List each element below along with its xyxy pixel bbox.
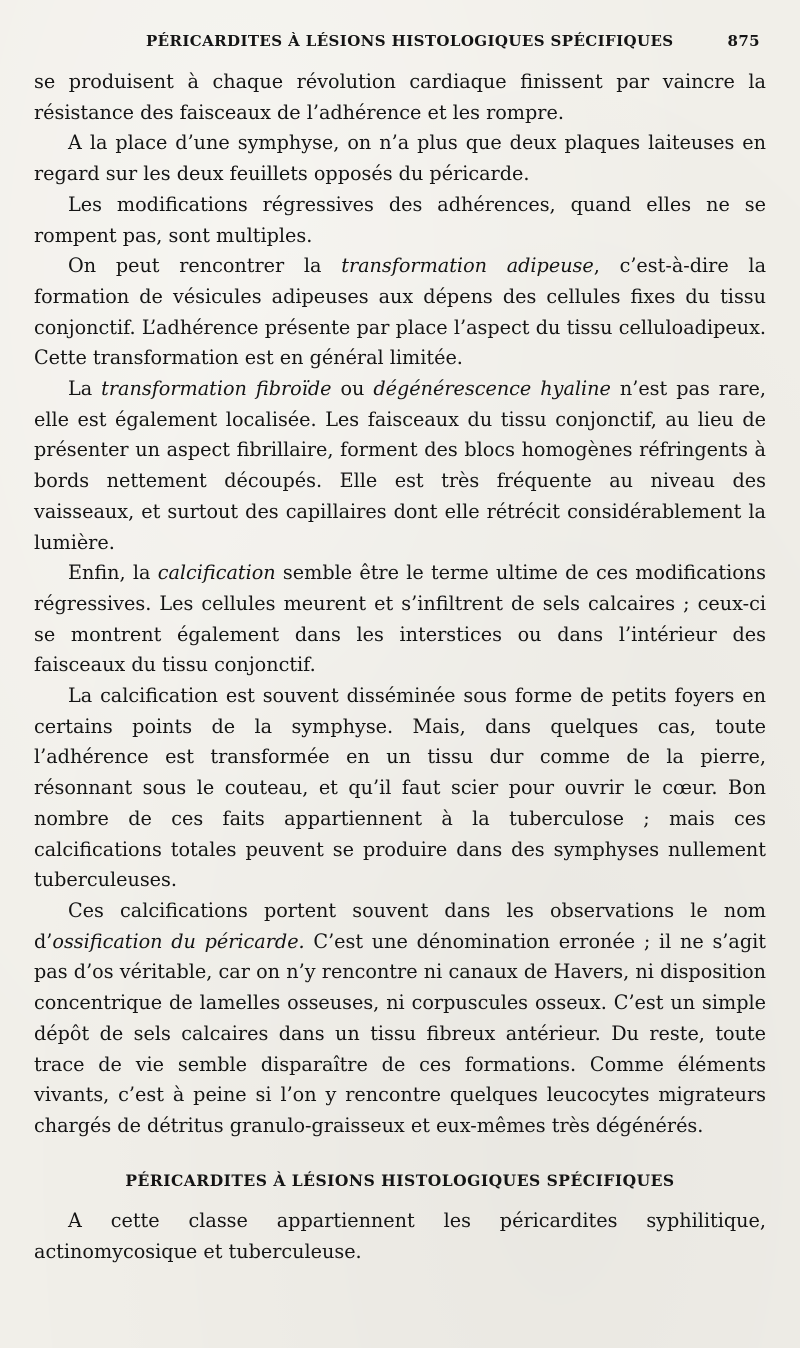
paragraph-text: A la place d’une symphyse, on n’a plus que deux plaques laiteuses en regard sur les deux feuillets opposés du péricarde. [34, 131, 766, 186]
italic-term: transformation adipeuse [341, 254, 594, 278]
section-heading: PÉRICARDITES À LÉSIONS HISTOLOGIQUES SPÉCIFIQUES [125, 1170, 675, 1190]
paragraph-text: Les modifications régressives des adhérences, quand elles ne se rompent pas, sont multiples. [34, 192, 766, 247]
paragraph-text: Enfin, la [68, 561, 158, 585]
paragraph-text: La [68, 377, 102, 401]
paragraph-text: La calcification est souvent disséminée sous forme de petits foyers en certains points de la symphyse. Mais, dans quelques cas, toute l’adhérence est transformée en un tissu dur comme de la pierre, résonnant sous le couteau, et qu’il faut scier pour ouvrir le cœur. Bon nombre de ces faits appartiennent à la tuberculose ; mais ces calcifications totales peuvent se produire dans des symphyses nullement tuberculeuses. [34, 684, 766, 892]
italic-term: transformation fibroïde [101, 377, 332, 401]
paragraph [34, 251, 766, 374]
running-title: PÉRICARDITES À LÉSIONS HISTOLOGIQUES SPÉCIFIQUES [146, 32, 674, 50]
paragraph [34, 558, 766, 681]
paragraph-text: se produisent à chaque révolution cardiaque finissent par vaincre la résistance des faisceaux de l’adhérence et les rompre. [34, 70, 766, 124]
paragraph [34, 1206, 766, 1267]
italic-term: calcification [157, 561, 276, 585]
paragraph [34, 374, 766, 558]
page-number: 875 [727, 32, 760, 50]
paragraph-text: n’est pas rare, elle est également localisée. Les faisceaux du tissu conjonctif, au lieu de présenter un aspect fibrillaire, forment des blocs homogènes réfringents à bords nettement découpés. Elle est très fréquente au niveau des vaisseaux, et surtout des capillaires dont elle rétrécit considérablement la lumière. [34, 377, 767, 554]
body-text [34, 67, 766, 1268]
paragraph-text: A cette classe appartiennent les péricardites syphilitique, actinomycosique et tuberculeuse. [34, 1209, 766, 1264]
paragraph-text: semble être le terme ultime de ces modifications régressives. Les cellules meurent et s’infiltrent de sels calcaires ; ceux-ci se montrent également dans les interstices ou dans l’intérieur des faisceaux du tissu conjonctif. [34, 561, 766, 677]
paragraph-text: ou [331, 377, 374, 401]
running-head [34, 29, 766, 57]
paragraph [34, 128, 766, 189]
paragraph [34, 190, 766, 251]
paragraph-continued [34, 67, 766, 128]
paragraph-text: , c’est-à-dire la formation de vésicules adipeuses aux dépens des cellules fixes du tissu conjonctif. L’adhérence présente par place l’aspect du tissu celluloadipeux. Cette transformation est en général limitée. [34, 254, 767, 370]
paragraph [34, 896, 766, 1142]
paragraph-text: Ces calcifications portent souvent dans les observations le nom d’ [34, 898, 766, 953]
italic-term: dégénérescence hyaline [373, 377, 611, 401]
italic-term: ossification du péricarde. [52, 929, 305, 953]
paragraph-text: On peut rencontrer la [68, 254, 342, 278]
paragraph [34, 681, 766, 896]
paragraph-text: C’est une dénomination erronée ; il ne s’agit pas d’os véritable, car on n’y rencontre ni canaux de Havers, ni disposition concentrique de lamelles osseuses, ni corpuscules osseux. C’est un simple dépôt de sels calcaires dans un tissu fibreux antérieur. Du reste, toute trace de vie semble disparaître de ces formations. Comme éléments vivants, c’est à peine si l’on y rencontre quelques leucocytes migrateurs chargés de détritus granulo-graisseux et eux-mêmes très dégénérés. [34, 929, 766, 1137]
